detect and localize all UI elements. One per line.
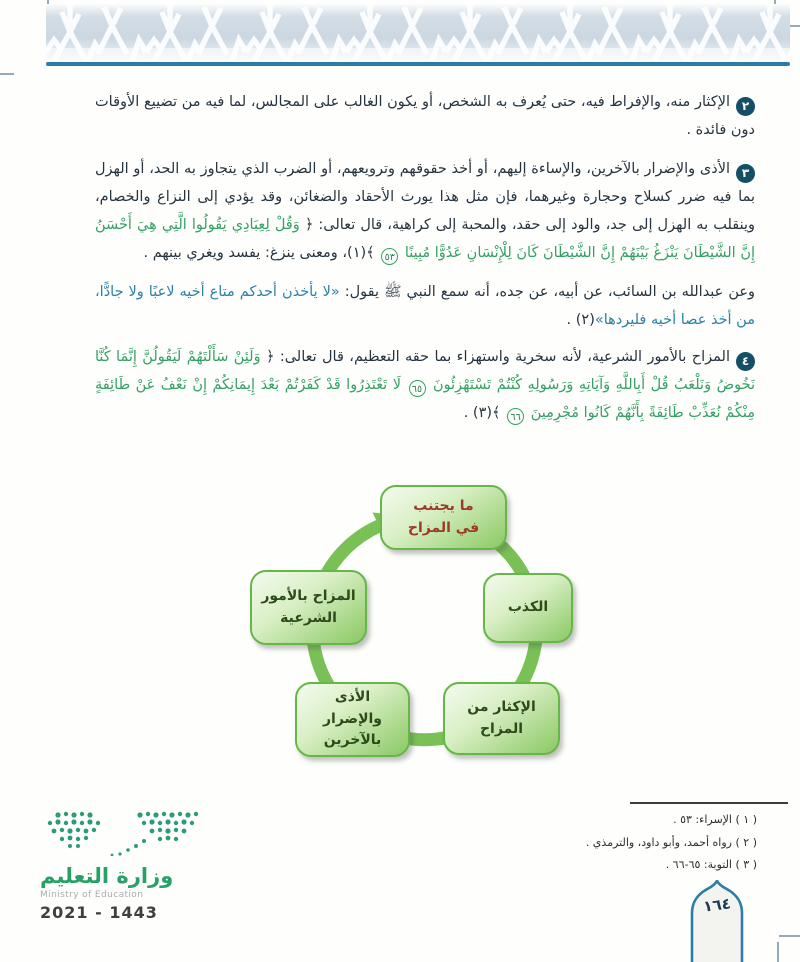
footnote-2: ( ٢ ) رواه أحمد، وأبو داود، والترمذي . [585, 835, 757, 849]
crop-mark-bottom-right-v [777, 942, 779, 962]
bullet-2: ٢ [736, 97, 755, 116]
paragraph-4-text: المزاح بالأمور الشرعية، لأنه سخرية واستهزاء بما حقه التعظيم، قال تعالى: ﴿ [265, 349, 731, 365]
ayah-number-53: ٥٣ [381, 248, 398, 265]
page-number-dome [686, 880, 748, 962]
diagram-item-harming-others: الأذى والإضرار بالآخرين [295, 682, 410, 757]
quran-verse-tawbah-65: وَلَئِنْ سَأَلْتَهُمْ لَيَقُولُنَّ إِنَّمَا كُنَّا نَخُوضُ وَنَلْعَبُ قُلْ أَبِاللَّهِ وَآيَاتِهِ وَرَسُولِهِ كُنْتُمْ تَسْتَهْزِئُونَ [95, 349, 756, 393]
paragraph-religious-matters [95, 343, 755, 427]
diagram-center-topic [380, 485, 507, 550]
paragraph-4-after: ﴾(٣) . [463, 405, 501, 421]
ayah-number-66: ٦٦ [507, 408, 524, 425]
bullet-3: ٣ [736, 164, 755, 183]
page-content [95, 88, 755, 438]
ministry-logo [40, 810, 220, 922]
footnote-1: ( ١ ) الإسراء: ٥٣ . [673, 813, 757, 826]
quran-verse-isra: وَقُلْ لِعِبَادِي يَقُولُوا الَّتِي هِيَ أَحْسَنُ إِنَّ الشَّيْطَانَ يَنْزَغُ بَيْنَهُمْ إِنَّ الشَّيْطَانَ كَانَ لِلْإِنْسَانِ عَدُوًّا مُبِينًا [95, 217, 755, 261]
crop-mark-top-left-h [0, 73, 14, 75]
footnote-3: ( ٣ ) التوبة: ٦٥-٦٦ . [665, 858, 757, 871]
ministry-name-english: Ministry of Education [40, 890, 144, 900]
ayah-number-65: ٦٥ [409, 380, 426, 397]
hadith-paragraph [95, 278, 755, 334]
paragraph-excess-joking [95, 88, 755, 144]
header-rule [46, 62, 790, 66]
edition-years: 2021 - 1443 [40, 903, 158, 922]
paragraph-2-text: الإكثار منه، والإفراط فيه، حتى يُعرف به الشخص، أو يكون الغالب على المجالس، لما فيه من تضييع الأوقات دون فائدة . [95, 94, 755, 138]
hadith-footnote-ref: (٢) . [566, 312, 595, 328]
ministry-logo-dots-icon [40, 810, 210, 856]
center-topic-line2: في المزاح [407, 519, 480, 536]
page-number: ١٦٤ [702, 894, 732, 916]
joking-avoidance-diagram [235, 468, 595, 798]
ministry-name-arabic: وزارة التعليم [40, 864, 174, 888]
center-topic-line1: ما يجتنب [413, 497, 474, 514]
diagram-item-religious-matters: المزاح بالأمور الشرعية [250, 570, 367, 645]
diagram-item-excess-joking: الإكثار من المزاح [443, 682, 560, 755]
quran-verse-tawbah-66: لَا تَعْتَذِرُوا قَدْ كَفَرْتُمْ بَعْدَ إِيمَانِكُمْ إِنْ نَعْفُ عَنْ طَائِفَةٍ مِنْكُمْ نُعَذِّبْ طَائِفَةً بِأَنَّهُمْ كَانُوا مُجْرِمِينَ [95, 377, 755, 421]
crop-mark-bottom-right-h [779, 935, 800, 937]
diagram-item-lying: الكذب [483, 573, 573, 643]
footnotes [527, 809, 757, 877]
paragraph-harming-others [95, 155, 755, 267]
hadith-text: «لا يأخذن أحدكم متاع أخيه لاعبًا ولا جادًّا، من أخذ عصا أخيه فليردها» [95, 284, 755, 328]
hadith-intro: وعن عبدالله بن السائب، عن أبيه، عن جده، أنه سمع النبي ﷺ يقول: [344, 284, 756, 300]
bullet-4: ٤ [736, 352, 755, 371]
paragraph-3-after: ﴾(١)، ومعنى ينزغ: يفسد ويغري بينهم . [143, 245, 375, 261]
paragraph-3-text: الأذى والإضرار بالآخرين، والإساءة إليهم، أو أخذ حقوقهم وترويعهم، أو الضرب الذي يتجاوز به الحد، أو الهزل بما فيه ضرر كسلاح وحجارة وغيرهما، فإن مثل هذا يورث الأحقاد والضغائن، وقد يؤدي إلى النزاع والخصام، وينقلب به الهزل إلى جد، والود إلى حقد، والمحبة إلى كراهية، قال تعالى: ﴿ [95, 161, 755, 233]
footnote-separator [630, 802, 788, 804]
header-geometric-band [46, 4, 790, 61]
